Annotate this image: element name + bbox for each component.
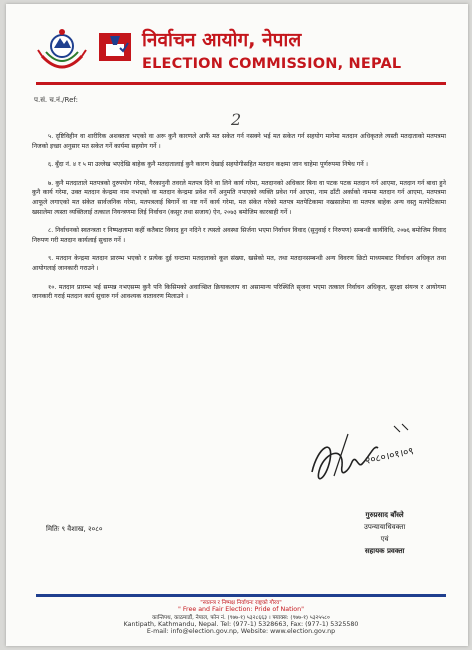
- commission-name-english: ELECTION COMMISSION, NEPAL: [142, 56, 402, 72]
- nepal-emblem-icon: [36, 26, 88, 74]
- paragraph-7: ७. कुनै मतदाताले मतपत्रको दुरुपयोग गरेमा, गैरकानुनी तवरले मतपत्र दिने वा लिने कार्य गरेमा, मतदानको अधिकार बिना वा पटक पटक मतदान गर्न आएमा, मतदान गर्न बाधा हुने कुनै कार्य गरेमा, उक्त मतदान केन्द्रमा नाम नभएको वा मतदान केन्द्रमा प्रवेश गर्ने अनुमति नपाएको व्यक्ति प्रवेश गर्न आएमा, नाम ढाँटी अर्काको नाममा मतदान गर्न आएमा, मतपत्रमा आफूले लगाएको मत संकेत सार्वजनिक गरेमा, मतपत्रलाई बिगार्ने वा नष्ट गर्ने कार्य गरेमा, मत संकेत गरेको मतपत्र मतपेटिकामा नखसालेमा वा मतपत्र बाहेक अन्य वस्तु मतपेटिकामा खसालेमा त्यस्ता व्यक्तिलाई तत्काल नियन्त्रणमा लिई निर्वाचन (कसुर तथा सजाय) ऐन, २०७३ बमोजिम कारबाही गर्ने ।: [32, 179, 446, 216]
- paragraph-10: १०. मतदान प्रारम्भ भई सम्पन्न नभएसम्म कुनै पनि किसिमको अवाञ्छित क्रियाकलाप वा असामान्य परिस्थिति सृजना भएमा तत्काल निर्वाचन अधिकृत, सुरक्षा संयन्त्र र आयोगमा जानकारी गराई मतदान कार्य सुचारु गर्न आवश्यक वातावरण मिलाउने ।: [32, 283, 446, 301]
- reference-number-label: प.सं. च.नं./Ref:: [34, 96, 78, 104]
- letter-sheet: [6, 4, 468, 646]
- paragraph-6: ६. बुँदा नं. ४ र ५ मा उल्लेख भएदेखि बाहेक कुनै मतदातालाई कुनै कारण देखाई सहयोगीसहित मतदान कक्षमा जान चाहेमा पूर्णरुपमा निषेध गर्ने ।: [48, 161, 368, 169]
- handwritten-signature: [304, 416, 454, 496]
- header-divider: [36, 82, 446, 85]
- signatory-role: सहायक प्रवक्ता: [364, 547, 405, 555]
- signatory-conjunction: एवं: [380, 535, 389, 543]
- contact-line: E-mail: info@election.gov.np, Website: www.election.gov.np: [146, 628, 336, 635]
- footer-divider: [36, 594, 446, 597]
- commission-name-nepali: निर्वाचन आयोग, नेपाल: [142, 29, 302, 51]
- letter-footer: [36, 598, 446, 635]
- page-marker: 2: [231, 110, 242, 129]
- paragraph-8: ८. निर्वाचनको स्वतन्त्रता र निष्पक्षतामा कहीं कतैबाट विवाद हुन नदिने र त्यस्तो अवस्था सिर्जना भएमा निर्वाचन विवाद (सुनुवाई र निरुपण) सम्बन्धी कार्यविधि, २०७६ बमोजिम विवाद निरुपण गरी मतदान कार्यलाई सुचारु गर्ने ।: [32, 227, 446, 244]
- letter-date: मितिः ९ वैशाख, २०८०: [46, 525, 103, 533]
- address-nepali: कान्तिपथ, काठमाडौं, नेपाल, फोन नं. (९७७-१) ५३२८६६३ । फ्याक्स: (९७७-१) ५३२५५८०: [152, 615, 330, 621]
- signatory-block: [364, 509, 405, 557]
- signatory-name: गुरुप्रसाद बाँस्ले: [365, 511, 404, 519]
- ballot-logo-icon: [98, 32, 132, 62]
- letterhead: [6, 22, 468, 88]
- slogan-english: " Free and Fair Election: Pride of Nation": [177, 606, 305, 613]
- letter-body: [32, 132, 446, 311]
- slogan-nepali: "स्वतन्त्र र निष्पक्ष निर्वाचनः राष्ट्रको गौरव": [200, 600, 282, 606]
- paragraph-9: ९. मतदान केन्द्रमा मतदान प्रारम्भ भएको र प्रत्येक दुई घन्टामा मतदाताको कूल संख्या, खसेको मत, तथा मतदानसम्बन्धी अन्य विवरण छिटो माध्यमबाट निर्वाचन अधिकृत तथा आयोगलाई जानकारी गराउने ।: [32, 255, 446, 272]
- address-english: Kantipath, Kathmandu, Nepal. Tel: (977-1) 5328663, Fax: (977-1) 5325580: [123, 621, 359, 628]
- signature-date: २०८०।०१।०९: [364, 445, 415, 467]
- paragraph-5: ५. दृष्टिविहीन वा शारीरिक अशक्तता भएको वा अरू कुनै कारणले आफैं मत सकेत गर्न नसक्ने भई मत सकेत गर्न सहयोग मागेमा मतदान अधिकृतले त्यस्ती मतदाताको मतपत्रमा निजको इच्छा अनुसार मत सकेत गर्ने कार्यमा सहयोग गर्ने ।: [32, 133, 446, 150]
- signatory-title: उपन्यायाधिवक्ता: [364, 523, 406, 531]
